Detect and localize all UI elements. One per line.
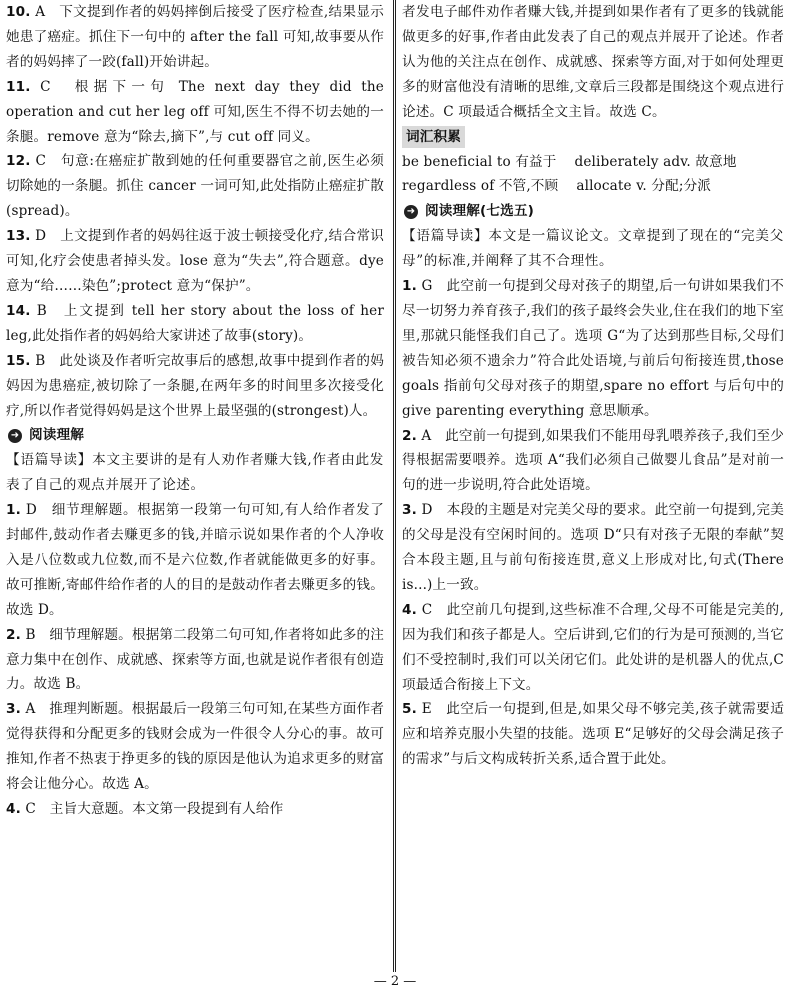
discourse-guide: 【语篇导读】本文是一篇议论文。文章提到了现在的“完美父母”的标准,并阐释了其不合理性。 bbox=[402, 228, 784, 270]
item-text: E 此空后一句提到,但是,如果父母不够完美,孩子就需要适应和培养克服小失望的技能。选项 E“足够好的父母会满足孩子的需求”与后文构成转折关系,适合置于此处。 bbox=[402, 701, 784, 768]
item-text: C 此空前几句提到,这些标准不合理,父母不可能是完美的,因为我们和孩子都是人。空后讲到,它们的行为是可预测的,当它们不受控制时,我们可以关闭它们。此处讲的是机器人的优点,C 项最适合衔接上下文。 bbox=[402, 601, 784, 693]
item-text: D 本段的主题是对完美父母的要求。此空前一句提到,完美的父母是没有空闲时间的。选项 D“只有对孩子无限的奉献”契合本段主题,且与前句衔接连贯,意义上形成对比,句式(There is...)上一致。 bbox=[402, 502, 784, 593]
vocab-entry: regardless of 不管,不顾 bbox=[402, 178, 559, 195]
answer-item-4 bbox=[6, 797, 384, 822]
answer-item-5 bbox=[402, 697, 784, 772]
item-text: B 细节理解题。根据第二段第二句可知,作者将如此多的注意力集中在创作、成就感、探索等方面,也就是说作者很有创造力。故选 B。 bbox=[6, 626, 385, 693]
continuation-text: 者发电子邮件劝作者赚大钱,并提到如果作者有了更多的钱就能做更多的好事,作者由此发表了自己的观点并展开了论述。作者认为他的关注点在创作、成就感、探索等方面,对于如何处理更多的财富他没有清晰的思维,文章后三段都是围绕这个观点进行论述。C 项最适合概括全文主旨。故选 C。 bbox=[402, 4, 784, 120]
vocab-entry: allocate v. 分配;分派 bbox=[576, 178, 712, 195]
item-number: 14. bbox=[6, 302, 31, 319]
item-number: 4. bbox=[402, 601, 417, 618]
vocab-row bbox=[402, 150, 784, 175]
item-number: 2. bbox=[402, 427, 417, 444]
item-text: B 此处谈及作者听完故事后的感想,故事中提到作者的妈妈因为患癌症,被切除了一条腿,在两年多的时间里多次接受化疗,所以作者觉得妈妈是这个世界上最坚强的(strongest)人。 bbox=[6, 352, 384, 419]
item-text: A 此空前一句提到,如果我们不能用母乳喂养孩子,我们至少得根据需要喂养。选项 A“我们必须自己做婴儿食品”是对前一句的进一步说明,符合此处语境。 bbox=[402, 427, 784, 494]
answer-item-12 bbox=[6, 149, 384, 224]
item-text: C 根据下一句 The next day they did the operation and cut her leg off 可知,医生不得不切去她的一条腿。remove 意为“除去,摘下”,与 cut off 同义。 bbox=[6, 78, 384, 145]
left-column bbox=[6, 0, 384, 822]
item-text: D 细节理解题。根据第一段第一句可知,有人给作者发了封邮件,鼓动作者去赚更多的钱,并暗示说如果作者的个人净收入是八位数或九位数,而不是六位数,作者就能做更多的好事。故可推断,寄邮件给作者的人的目的是鼓动作者去赚更多的钱。故选 D。 bbox=[6, 502, 384, 618]
vocab-heading: 词汇积累 bbox=[402, 126, 465, 148]
item-text: C 主旨大意题。本文第一段提到有人给作 bbox=[25, 801, 284, 817]
left-items bbox=[6, 0, 384, 423]
answer-item-3 bbox=[402, 498, 784, 598]
answer-item-1 bbox=[402, 274, 784, 423]
answer-item-13 bbox=[6, 224, 384, 299]
item-number: 3. bbox=[402, 502, 417, 519]
answer-item-2 bbox=[402, 424, 784, 499]
answer-item-15 bbox=[6, 349, 384, 424]
item-number: 13. bbox=[6, 228, 31, 245]
item-text: D 上文提到作者的妈妈往返于波士顿接受化疗,结合常识可知,化疗会使患者掉头发。lose 意为“失去”,符合题意。dye 意为“给……染色”;protect 意为“保护”。 bbox=[6, 228, 384, 294]
item-text: A 下文提到作者的妈妈摔倒后接受了医疗检查,结果显示她患了癌症。抓住下一句中的 after the fall 可知,故事要从作者的妈妈摔了一跤(fall)开始讲起。 bbox=[6, 4, 384, 70]
item-number: 3. bbox=[6, 701, 21, 718]
answer-item-2 bbox=[6, 623, 384, 698]
left-reading-items bbox=[6, 498, 384, 822]
column-divider bbox=[393, 0, 396, 972]
right-items bbox=[402, 274, 784, 772]
item-text: B 上文提到 tell her story about the loss of her leg,此处指作者的妈妈给大家讲述了故事(story)。 bbox=[6, 302, 384, 344]
section-title: 阅读理解 bbox=[29, 427, 84, 444]
vocab-entry: deliberately adv. 故意地 bbox=[574, 153, 737, 170]
item-text: C 句意:在癌症扩散到她的任何重要器官之前,医生必须切除她的一条腿。抓住 cancer 一词可知,此处指防止癌症扩散(spread)。 bbox=[6, 153, 384, 220]
item-text: A 推理判断题。根据最后一段第三句可知,在某些方面作者觉得获得和分配更多的钱财会成为一件很令人分心的事。故可推知,作者不热衷于挣更多的钱的原因是他认为追求更多的财富将会让他分心。故选 A。 bbox=[6, 701, 384, 793]
item-number: 11. bbox=[6, 78, 31, 95]
right-column bbox=[402, 0, 784, 772]
page-number: — 2 — bbox=[373, 974, 417, 989]
vocab-entry: be beneficial to 有益于 bbox=[402, 153, 557, 170]
answer-item-11 bbox=[6, 75, 384, 150]
item-number: 1. bbox=[402, 278, 417, 295]
answer-item-14 bbox=[6, 299, 384, 349]
answer-item-3 bbox=[6, 697, 384, 797]
discourse-guide: 【语篇导读】本文主要讲的是有人劝作者赚大钱,作者由此发表了自己的观点并展开了论述。 bbox=[6, 452, 384, 494]
item-number: 4. bbox=[6, 801, 21, 817]
item-text: G 此空前一句提到父母对孩子的期望,后一句讲如果我们不尽一切努力养育孩子,我们的孩子最终会失业,住在我们的地下室里,那就只能怪我们自己了。选项 G“为了达到那些目标,父母们被告知必须不遗余力”符合此处语境,与前后句衔接连贯,those goals 指前句父母对孩子的期望,spare no effort 与后句中的 give parenting everything 意思顺承。 bbox=[402, 278, 784, 419]
section-heading-reading bbox=[6, 423, 384, 448]
item-number: 10. bbox=[6, 4, 31, 20]
answer-item-4 bbox=[402, 598, 784, 698]
item-number: 1. bbox=[6, 502, 21, 519]
arrow-right-circle-icon: ➜ bbox=[404, 205, 418, 219]
item-number: 15. bbox=[6, 352, 31, 369]
arrow-right-circle-icon: ➜ bbox=[8, 429, 22, 443]
item-number: 5. bbox=[402, 701, 417, 718]
item-number: 2. bbox=[6, 626, 21, 643]
section-heading-seven-choose-five bbox=[402, 199, 784, 224]
item-number: 12. bbox=[6, 153, 31, 170]
section-title: 阅读理解(七选五) bbox=[425, 203, 534, 220]
answer-item-10 bbox=[6, 0, 384, 75]
vocab-section bbox=[402, 125, 784, 200]
answer-item-1 bbox=[6, 498, 384, 623]
vocab-row bbox=[402, 174, 784, 199]
